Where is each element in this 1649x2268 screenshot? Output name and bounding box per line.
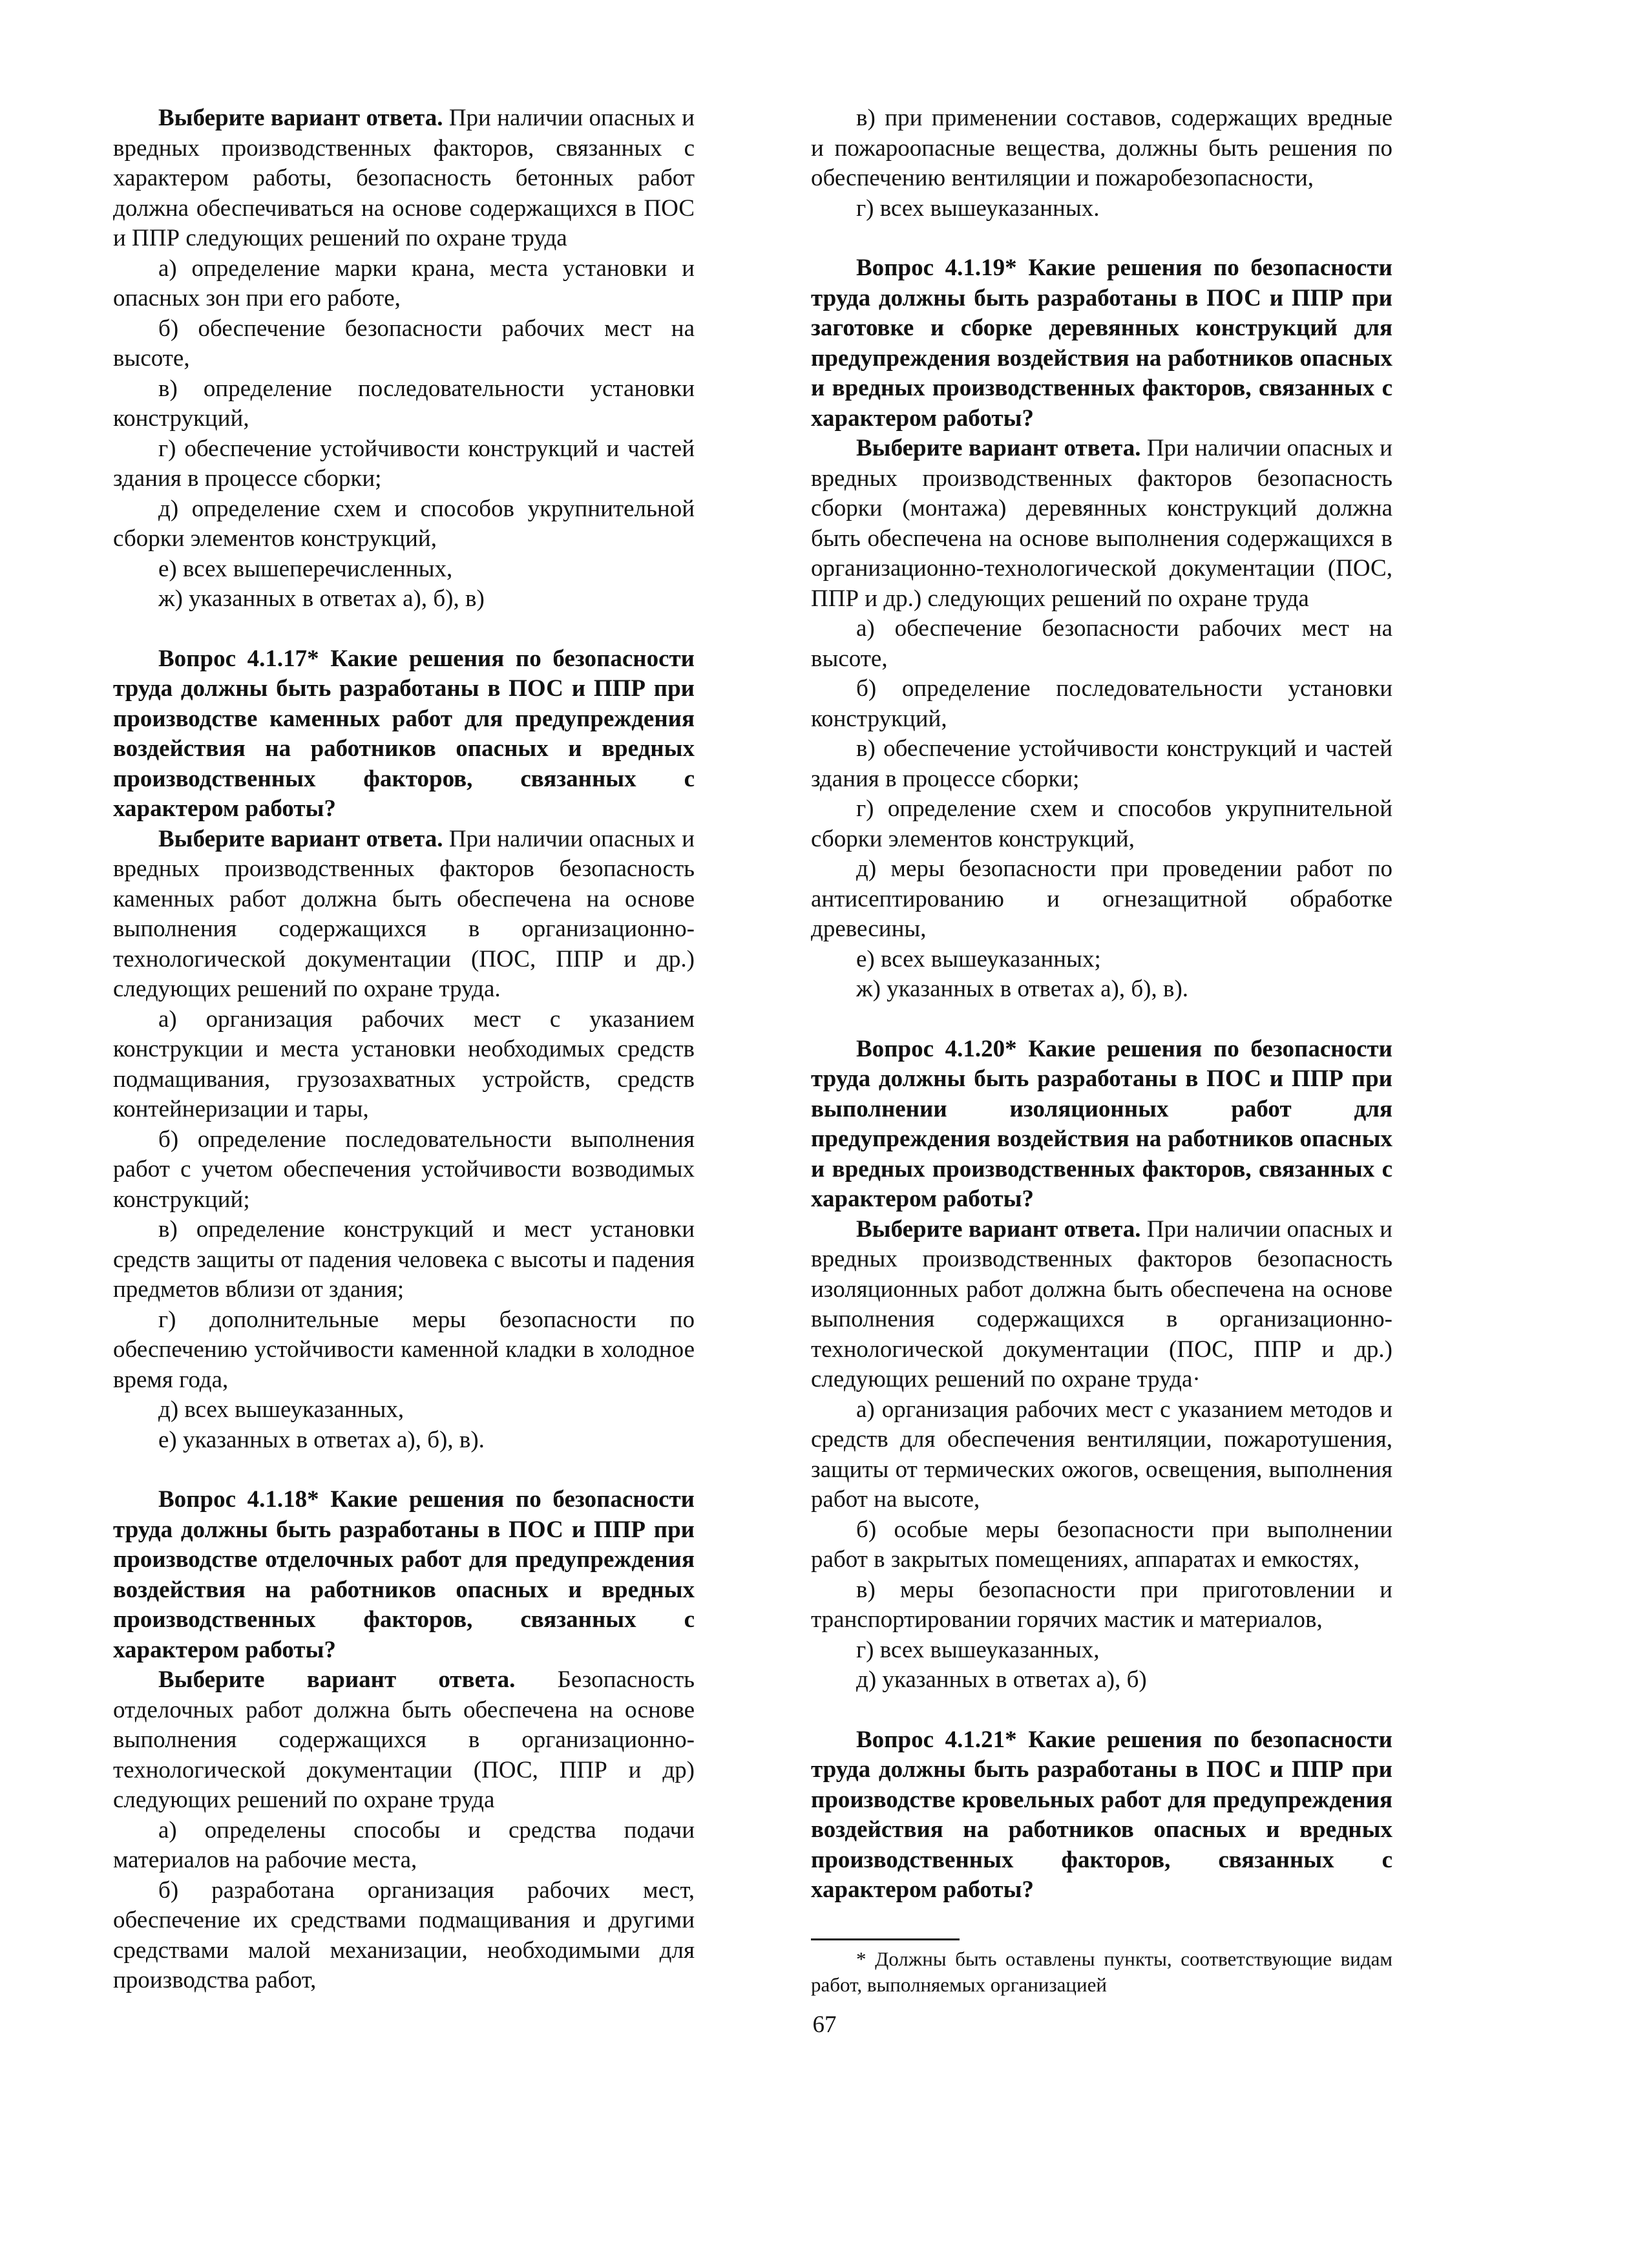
answer-option: б) особые меры безопасности при выполнении работ в закрытых помещениях, аппаратах и емкостях,	[811, 1516, 1392, 1573]
question-4-1-18: Вопрос 4.1.18* Какие решения по безопасности труда должны быть разработаны в ПОС и ППР при производстве отделочных работ для предупреждения воздействия на работников опасных и вредных производственных факторов, связанных с характером работы?	[113, 1486, 695, 1663]
footnote: * Должны быть оставлены пункты, соответствующие видам работ, выполняемых организацией	[811, 1948, 1392, 1996]
answer-option: б) определение последовательности выполнения работ с учетом обеспечения устойчивости возводимых конструкций;	[113, 1126, 695, 1213]
answer-option: г) всех вышеуказанных.	[856, 194, 1100, 222]
answer-option: в) определение конструкций и мест установки средств защиты от падения человека с высоты и падения предметов вблизи от здания;	[113, 1216, 695, 1303]
answer-option: г) определение схем и способов укрупнительной сборки элементов конструкций,	[811, 795, 1392, 852]
answer-option: е) указанных в ответах а), б), в).	[158, 1426, 485, 1453]
answer-option: в) меры безопасности при приготовлении и транспортировании горячих мастик и материалов,	[811, 1576, 1392, 1633]
answer-option: е) всех вышеперечисленных,	[158, 555, 453, 582]
answer-lead: Выберите вариант ответа.	[856, 1215, 1141, 1243]
question-4-1-20: Вопрос 4.1.20* Какие решения по безопасности труда должны быть разработаны в ПОС и ППР при выполнении изоляционных работ для предупреждения воздействия на работников опасных и вредных производственных факторов, связанных с характером работы?	[811, 1035, 1392, 1212]
answer-option: а) организация рабочих мест с указанием конструкции и места установки необходимых средств подмащивания, грузозахватных устройств, средств контейнеризации и тары,	[113, 1005, 695, 1122]
answer-option: б) разработана организация рабочих мест, обеспечение их средствами подмащивания и другими средствами малой механизации, необходимыми для производства работ,	[113, 1876, 695, 1993]
answer-option: е) всех вышеуказанных;	[856, 945, 1101, 972]
answer-option: г) дополнительные меры безопасности по обеспечению устойчивости каменной кладки в холодное время года,	[113, 1306, 695, 1393]
answer-intro-text: При наличии опасных и вредных производственных факторов безопасность сборки (монтажа) деревянных конструкций должна быть обеспечена на основе выполнения содержащихся в организационно-технологической документации (ПОС, ППР и др.) следующих решений по охране труда	[811, 435, 1392, 612]
answer-lead: Выберите вариант ответа.	[158, 1666, 516, 1693]
answer-intro-text: При наличии опасных и вредных производственных факторов безопасность каменных работ должна быть обеспечена на основе выполнения содержащихся в организационно-технологической документации (ПОС, ППР и др.) следующих решений по охране труда.	[113, 825, 695, 1002]
answer-option: г) обеспечение устойчивости конструкций и частей здания в процессе сборки;	[113, 435, 695, 492]
answer-option: д) всех вышеуказанных,	[158, 1396, 404, 1423]
answer-intro-text: При наличии опасных и вредных производственных факторов безопасность изоляционных работ должна быть обеспечена на основе выполнения содержащихся в организационно-технологической документации (ПОС, ППР и др.) следующих решений по охране труда·	[811, 1215, 1392, 1392]
answer-option: б) обеспечение безопасности рабочих мест на высоте,	[113, 315, 695, 372]
answer-intro-text: При наличии опасных и вредных производственных факторов, связанных с характером работы, безопасность бетонных работ должна обеспечиваться на основе содержащихся в ПОС и ППР следующих решений по охране труда	[113, 105, 695, 251]
footnote-divider	[811, 1938, 960, 1940]
answer-option: в) определение последовательности установки конструкций,	[113, 375, 695, 432]
answer-option: ж) указанных в ответах а), б), в).	[856, 976, 1189, 1002]
answer-option: г) всех вышеуказанных,	[856, 1636, 1100, 1663]
answer-option: д) определение схем и способов укрупнительной сборки элементов конструкций,	[113, 495, 695, 552]
left-column	[113, 103, 695, 1996]
answer-option: в) при применении составов, содержащих вредные и пожароопасные вещества, должны быть решения по обеспечению вентиляции и пожаробезопасности,	[811, 105, 1392, 191]
answer-option: ж) указанных в ответах а), б), в)	[158, 585, 485, 612]
answer-lead: Выберите вариант ответа.	[158, 825, 443, 852]
question-4-1-21: Вопрос 4.1.21* Какие решения по безопасности труда должны быть разработаны в ПОС и ППР при производстве кровельных работ для предупреждения воздействия на работников опасных и вредных производственных факторов, связанных с характером работы?	[811, 1726, 1392, 1903]
answer-option: д) меры безопасности при проведении работ по антисептированию и огнезащитной обработке древесины,	[811, 856, 1392, 942]
answer-lead: Выберите вариант ответа.	[158, 105, 443, 131]
page-number: 67	[812, 2011, 837, 2038]
answer-option: б) определение последовательности установки конструкций,	[811, 675, 1392, 732]
answer-intro-text: Безопасность отделочных работ должна быть обеспечена на основе выполнения содержащихся в организационно-технологической документации (ПОС, ППР и др) следующих решений по охране труда	[113, 1666, 695, 1813]
answer-option: а) определены способы и средства подачи материалов на рабочие места,	[113, 1816, 695, 1873]
right-column	[811, 103, 1392, 1906]
answer-option: а) определение марки крана, места установки и опасных зон при его работе,	[113, 255, 695, 311]
answer-intro	[113, 1665, 695, 1816]
answer-option: в) обеспечение устойчивости конструкций и частей здания в процессе сборки;	[811, 735, 1392, 792]
question-4-1-19: Вопрос 4.1.19* Какие решения по безопасности труда должны быть разработаны в ПОС и ППР при заготовке и сборке деревянных конструкций для предупреждения воздействия на работников опасных и вредных производственных факторов, связанных с характером работы?	[811, 255, 1392, 432]
answer-option: д) указанных в ответах а), б)	[856, 1666, 1147, 1693]
answer-option: а) обеспечение безопасности рабочих мест на высоте,	[811, 615, 1392, 672]
question-4-1-17: Вопрос 4.1.17* Какие решения по безопасности труда должны быть разработаны в ПОС и ППР при производстве каменных работ для предупреждения воздействия на работников опасных и вредных производственных факторов, связанных с характером работы?	[113, 645, 695, 822]
answer-option: а) организация рабочих мест с указанием методов и средств для обеспечения вентиляции, пожаротушения, защиты от термических ожогов, освещения, выполнения работ на высоте,	[811, 1396, 1392, 1513]
answer-intro	[113, 824, 695, 1005]
answer-intro	[811, 1215, 1392, 1395]
answer-lead: Выберите вариант ответа.	[856, 435, 1141, 461]
answer-intro	[811, 434, 1392, 614]
answer-intro	[113, 103, 695, 254]
